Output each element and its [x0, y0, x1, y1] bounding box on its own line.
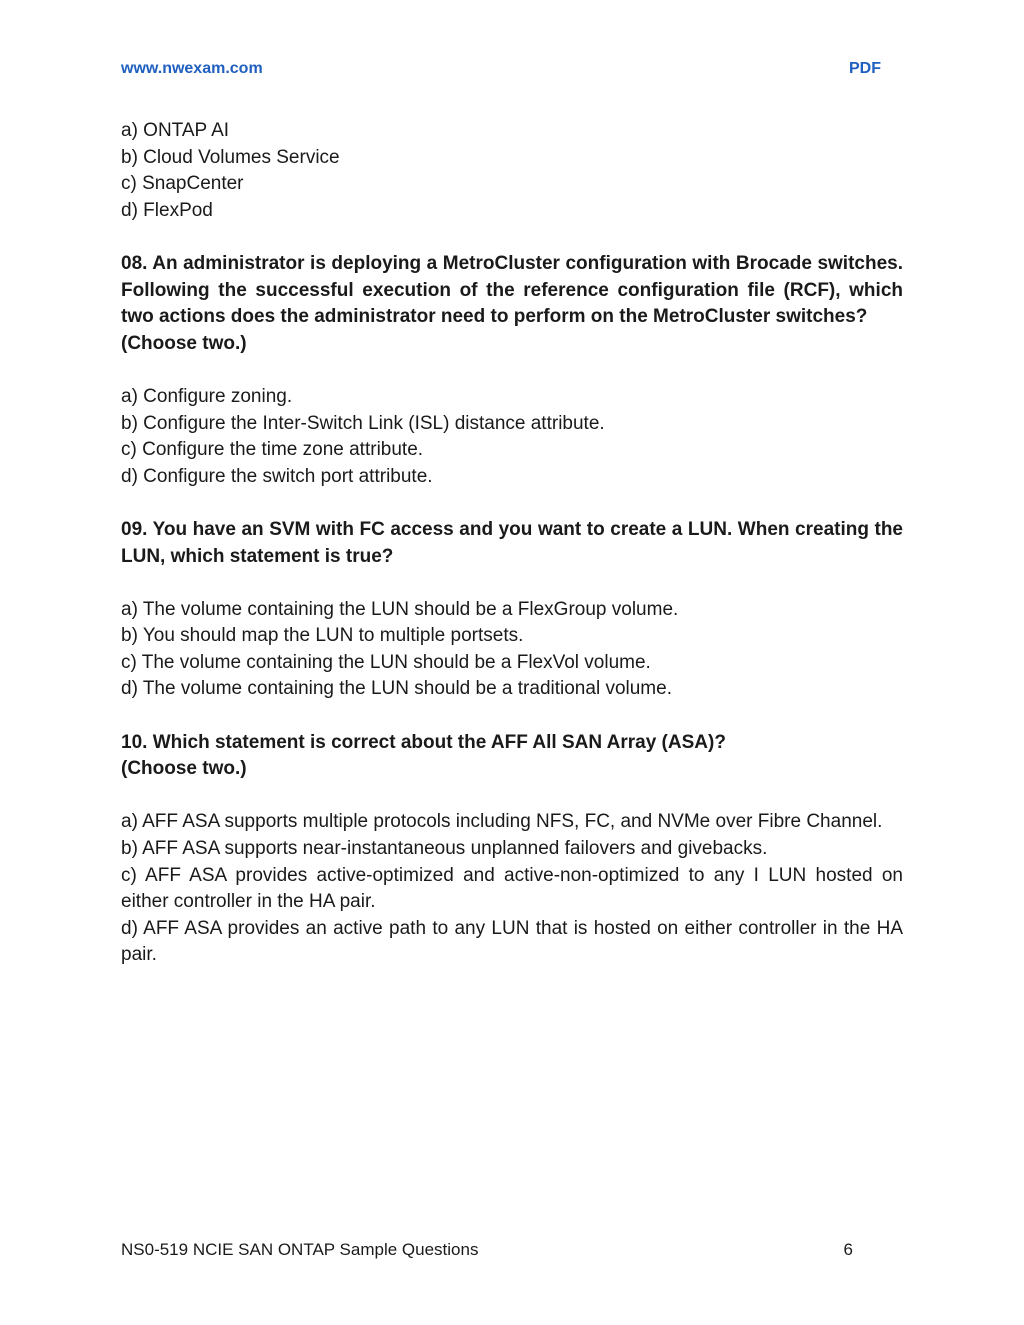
- q10-options: [121, 809, 903, 969]
- q07-options: [121, 118, 903, 224]
- q08-option-c: c) Configure the time zone attribute.: [121, 439, 424, 461]
- q07-option-c: c) SnapCenter: [121, 173, 244, 195]
- q08-option-b: b) Configure the Inter-Switch Link (ISL) distance attribute.: [121, 412, 605, 434]
- q09-option-a: a) The volume containing the LUN should be a FlexGroup volume.: [121, 598, 679, 620]
- q10-choose: (Choose two.): [121, 758, 247, 780]
- page-number: 6: [843, 1240, 853, 1259]
- q08-option-d: d) Configure the switch port attribute.: [121, 465, 433, 487]
- q09-option-c: c) The volume containing the LUN should be a FlexVol volume.: [121, 651, 651, 673]
- q09-text: 09. You have an SVM with FC access and you want to create a LUN. When creating the LUN, which statement is true?: [121, 518, 903, 567]
- q08-option-a: a) Configure zoning.: [121, 385, 293, 407]
- page-footer: [121, 1240, 853, 1262]
- page-content: [121, 118, 903, 969]
- page-header: [121, 60, 881, 82]
- q07-option-b: b) Cloud Volumes Service: [121, 146, 340, 168]
- q09-option-d: d) The volume containing the LUN should be a traditional volume.: [121, 678, 672, 700]
- q07-option-d: d) FlexPod: [121, 199, 213, 221]
- q08-text: 08. An administrator is deploying a MetroCluster configuration with Brocade switches. Following the successful execution of the reference configuration file (RCF), which two actions does the administrator need to perform on the MetroCluster switches?: [121, 252, 903, 328]
- q10-option-d: d) AFF ASA provides an active path to any LUN that is hosted on either controller in the HA pair.: [121, 917, 903, 966]
- q07-option-a: a) ONTAP AI: [121, 120, 230, 141]
- pdf-label: PDF: [849, 60, 881, 77]
- q10-option-c: c) AFF ASA provides active-optimized and active-non-optimized to any I LUN hosted on either controller in the HA pair.: [121, 864, 903, 913]
- q09-options: [121, 597, 903, 703]
- q08-choose: (Choose two.): [121, 332, 247, 354]
- site-link[interactable]: www.nwexam.com: [121, 60, 263, 77]
- q10-option-a: a) AFF ASA supports multiple protocols including NFS, FC, and NVMe over Fibre Channel.: [121, 811, 883, 833]
- q10-text: 10. Which statement is correct about the AFF All SAN Array (ASA)?: [121, 731, 726, 753]
- q10-option-b: b) AFF ASA supports near-instantaneous unplanned failovers and givebacks.: [121, 838, 768, 860]
- footer-title: NS0-519 NCIE SAN ONTAP Sample Questions: [121, 1240, 479, 1259]
- q08-options: [121, 384, 903, 490]
- q09-option-b: b) You should map the LUN to multiple portsets.: [121, 625, 524, 647]
